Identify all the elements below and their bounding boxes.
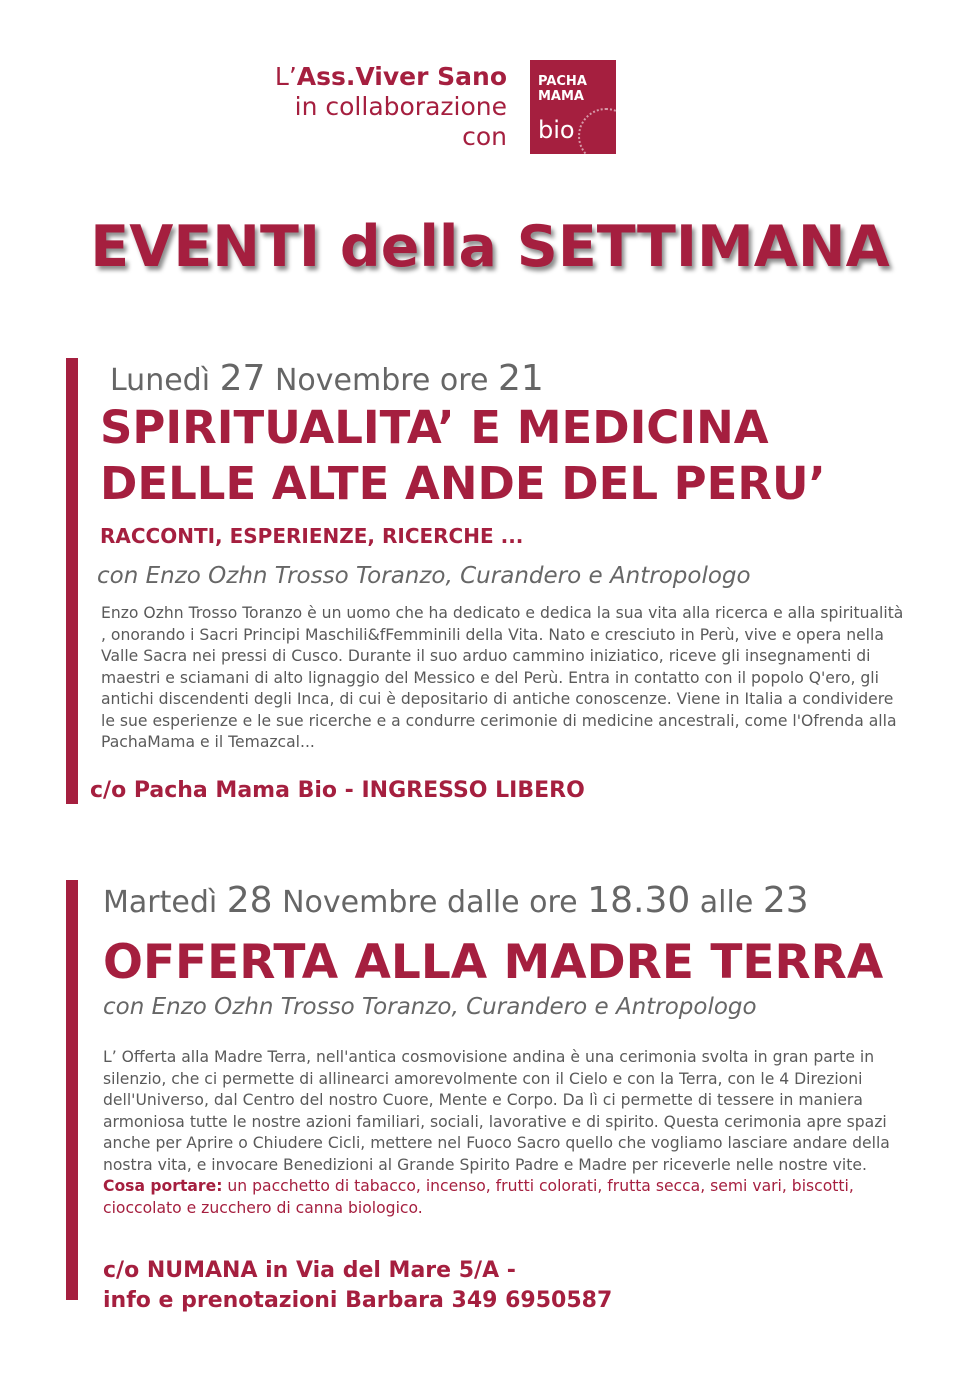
- event2-description: [103, 1047, 903, 1219]
- event2-location-line2: info e prenotazioni Barbara 349 6950587: [103, 1288, 613, 1313]
- event1-date: [110, 358, 544, 399]
- event2-bring-text: un pacchetto di tabacco, incenso, frutti colorati, frutta secca, semi vari, biscotti, cioccolato e zucchero di canna biologico.: [103, 1177, 854, 1217]
- main-title: EVENTI della SETTIMANA: [90, 214, 890, 280]
- event2-day: Martedì: [103, 885, 218, 920]
- event1-day: Lunedì: [110, 363, 211, 398]
- event2-description-text: L’ Offerta alla Madre Terra, nell'antica cosmovisione andina è una cerimonia svolta in gran parte in silenzio, che ci permette di allinearci amorevolmente con il Cielo e con la Terra, con le 4 Direzioni dell'Universo, dal Centro del nostro Cuore, Mente e Corpo. Da lì ci permette di tessere in maniera armoniosa tutte le nostre azioni familiari, sociali, lavorative e di spirito. Questa cerimonia apre spazi anche per Aprire o Chiudere Cicli, mettere nel Fuoco Sacro quello che vogliamo lasciare andare della nostra vita, e invocare Benedizioni al Grande Spirito Padre e Madre per riceverle nelle nostre vite.: [103, 1048, 890, 1174]
- association-name: Ass.Viver Sano: [296, 62, 507, 91]
- logo-line1: PACHA: [538, 74, 587, 89]
- event1-location: c/o Pacha Mama Bio - INGRESSO LIBERO: [90, 778, 585, 803]
- logo-line3: bio: [538, 116, 575, 144]
- event2-title: OFFERTA ALLA MADRE TERRA: [103, 935, 884, 990]
- event1-subtitle: RACCONTI, ESPERIENZE, RICERCHE ...: [100, 524, 524, 548]
- event2-daynum: 28: [226, 880, 273, 921]
- event1-title: [100, 400, 826, 512]
- logo-line2: MAMA: [538, 89, 584, 104]
- header-intro: [275, 62, 507, 152]
- event1-accent-bar: [66, 358, 78, 804]
- event2-bring-label: Cosa portare:: [103, 1177, 223, 1195]
- event1-speaker: con Enzo Ozhn Trosso Toranzo, Curandero e Antropologo: [97, 563, 751, 589]
- event1-month: Novembre ore: [274, 363, 489, 398]
- event2-end: 23: [762, 880, 809, 921]
- event2-start: 18.30: [587, 880, 691, 921]
- event1-title-line1: SPIRITUALITA’ E MEDICINA: [100, 401, 769, 454]
- event2-accent-bar: [66, 880, 78, 1300]
- event2-date: [103, 880, 809, 921]
- event2-speaker: con Enzo Ozhn Trosso Toranzo, Curandero e Antropologo: [103, 994, 757, 1020]
- header-line2: in collaborazione: [294, 92, 507, 121]
- logo-sun-icon: [578, 108, 616, 154]
- header-prefix: L’: [274, 62, 297, 91]
- pachamama-logo: [530, 60, 616, 154]
- event2-to: alle: [699, 885, 754, 920]
- event1-daynum: 27: [219, 358, 266, 399]
- event2-location-line1: c/o NUMANA in Via del Mare 5/A -: [103, 1258, 516, 1283]
- event1-description: Enzo Ozhn Trosso Toranzo è un uomo che ha dedicato e dedica la sua vita alla ricerca e alla spiritualità , onorando i Sacri Principi Maschili&fFemminili della Vita. Nato e cresciuto in Perù, vive e opera nella Valle Sacra nei pressi di Cusco. Durante il suo arduo cammino iniziatico, riceve gli insegnamenti di maestri e sciamani di alto lignaggio del Messico e del Perù. Entra in contatto con il popolo Q'ero, gli antichi discendenti degli Inca, di cui è depositario di antiche conoscenze. Viene in Italia a condividere le sue esperienze e le sue ricerche e a condurre cerimonie di medicine ancestrali, come l'Ofrenda alla PachaMama e il Temazcal...: [101, 604, 904, 751]
- event2-location: [103, 1256, 612, 1316]
- event1-hour: 21: [497, 358, 544, 399]
- header-line3: con: [462, 122, 507, 151]
- event2-month: Novembre dalle ore: [282, 885, 578, 920]
- event1-title-line2: DELLE ALTE ANDE DEL PERU’: [100, 457, 826, 510]
